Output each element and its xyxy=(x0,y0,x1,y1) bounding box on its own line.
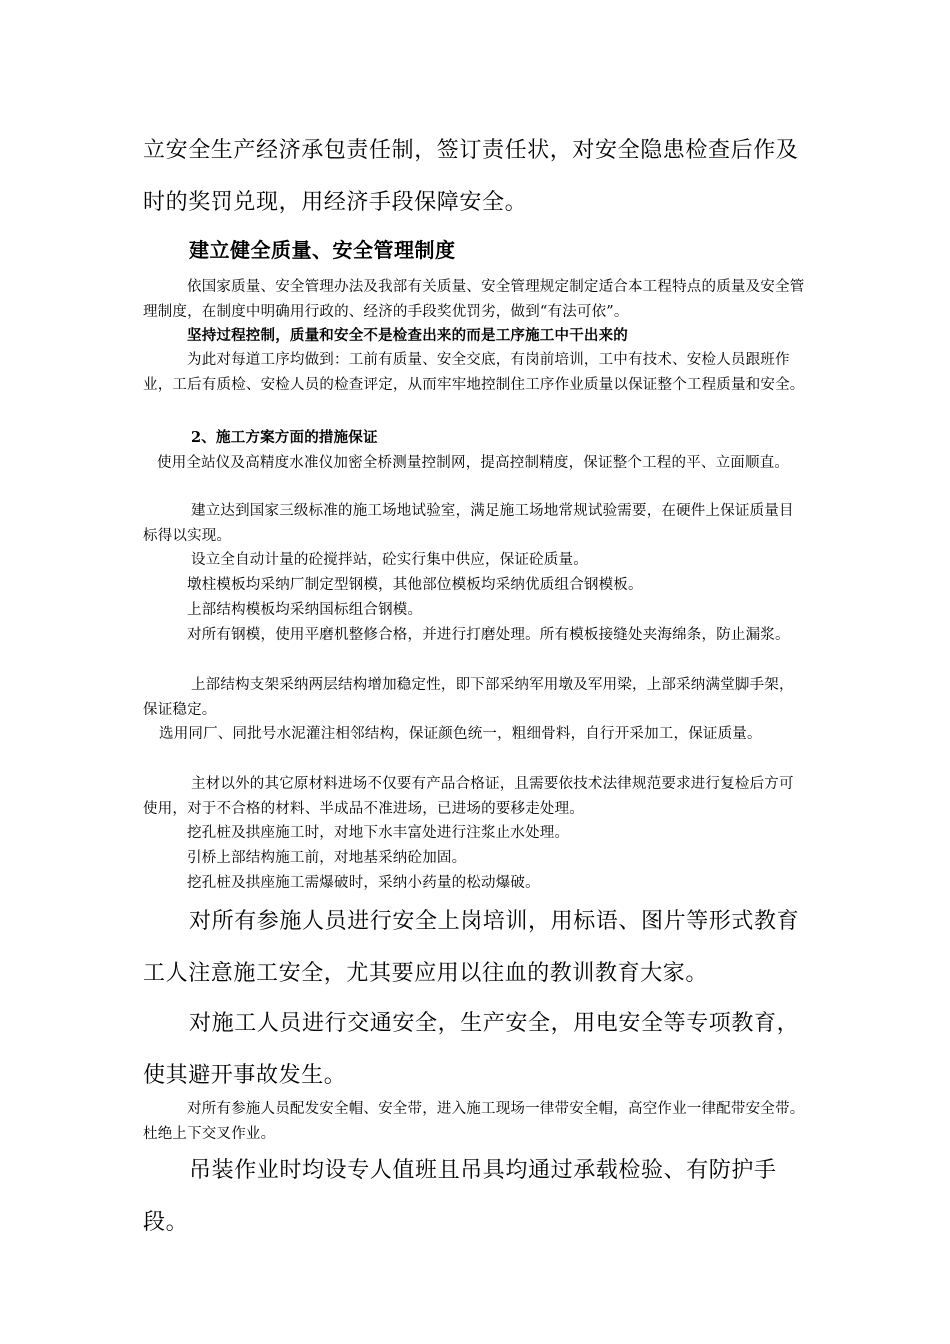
paragraph-cement-selection: 选用同厂、同批号水泥灌注相邻结构，保证颜色统一，粗细骨料，自行开采加工，保证质量。 xyxy=(159,726,762,742)
paragraph-steel-formwork: 对所有钢模，使用平磨机整修合格，并进行打磨处理。所有模板接缝处夹海绵条，防止漏浆。 xyxy=(187,627,790,643)
paragraph-blasting: 挖孔桩及拱座施工需爆破时，采纳小药量的松动爆破。 xyxy=(187,875,540,891)
paragraph-superstructure-formwork: 上部结构模板均采纳国标组合钢模。 xyxy=(187,602,423,618)
paragraph-foundation-reinforcement: 引桥上部结构施工前，对地基采纳砼加固。 xyxy=(187,850,467,866)
section-heading-construction-plan: 2、施工方案方面的措施保证 xyxy=(191,429,378,446)
paragraph-test-lab: 建立达到国家三级标准的施工场地试验室，满足施工场地常规试验需要，在硬件上保证质量目标得以实现。 xyxy=(143,503,794,544)
paragraph-management-system: 依国家质量、安全管理办法及我部有关质量、安全管理规定制定适合本工程特点的质量及安全管理制度，在制度中明确用行政的、经济的手段奖优罚劣，做到“有法可依”。 xyxy=(143,279,805,320)
subheading-process-control: 坚持过程控制，质量和安全不是检查出来的而是工序施工中干出来的 xyxy=(187,327,628,344)
paragraph-grouting: 挖孔桩及拱座施工时，对地下水丰富处进行注浆止水处理。 xyxy=(187,825,570,841)
paragraph-material-inspection: 主材以外的其它原材料进场不仅要有产品合格证，且需要依技术法律规范要求进行复检后方可使用，对于不合格的材料、半成品不准进场，已进场的要移走处理。 xyxy=(143,776,794,817)
paragraph-safety-responsibility: 立安全生产经济承包责任制，签订责任状，对安全隐患检查后作及时的奖罚兑现，用经济手段保障安全。 xyxy=(143,138,799,215)
paragraph-support-frame: 上部结构支架采纳两层结构增加稳定性，即下部采纳军用墩及军用梁，上部采纳满堂脚手架，保证稳定。 xyxy=(143,677,794,718)
paragraph-lifting-operations: 吊装作业时均设专人值班且吊具均通过承载检验、有防护手段。 xyxy=(143,1158,777,1235)
section-heading-management-system: 建立健全质量、安全管理制度 xyxy=(189,238,456,262)
paragraph-pier-formwork: 墩柱模板均采纳厂制定型钢模，其他部位模板均采纳优质组合钢模板。 xyxy=(187,577,643,593)
paragraph-protective-equipment: 对所有参施人员配发安全帽、安全带，进入施工现场一律带安全帽，高空作业一律配带安全带。杜绝上下交叉作业。 xyxy=(143,1101,805,1142)
paragraph-survey-network: 使用全站仪及高精度水准仪加密全桥测量控制网，提高控制精度，保证整个工程的平、立面顺直。 xyxy=(157,455,790,471)
paragraph-mixing-station: 设立全自动计量的砼搅拌站，砼实行集中供应，保证砼质量。 xyxy=(191,552,588,568)
paragraph-safety-education: 对施工人员进行交通安全，生产安全，用电安全等专项教育，使其避开事故发生。 xyxy=(143,1011,800,1088)
paragraph-process-control: 为此对每道工序均做到：工前有质量、安全交底，有岗前培训，工中有技术、安检人员跟班作业，工后有质检、安检人员的检查评定，从而牢牢地控制住工序作业质量以保证整个工程质量和安全。 xyxy=(143,352,805,393)
paragraph-safety-training: 对所有参施人员进行安全上岗培训，用标语、图片等形式教育工人注意施工安全，尤其要应用以往血的教训教育大家。 xyxy=(143,909,800,986)
